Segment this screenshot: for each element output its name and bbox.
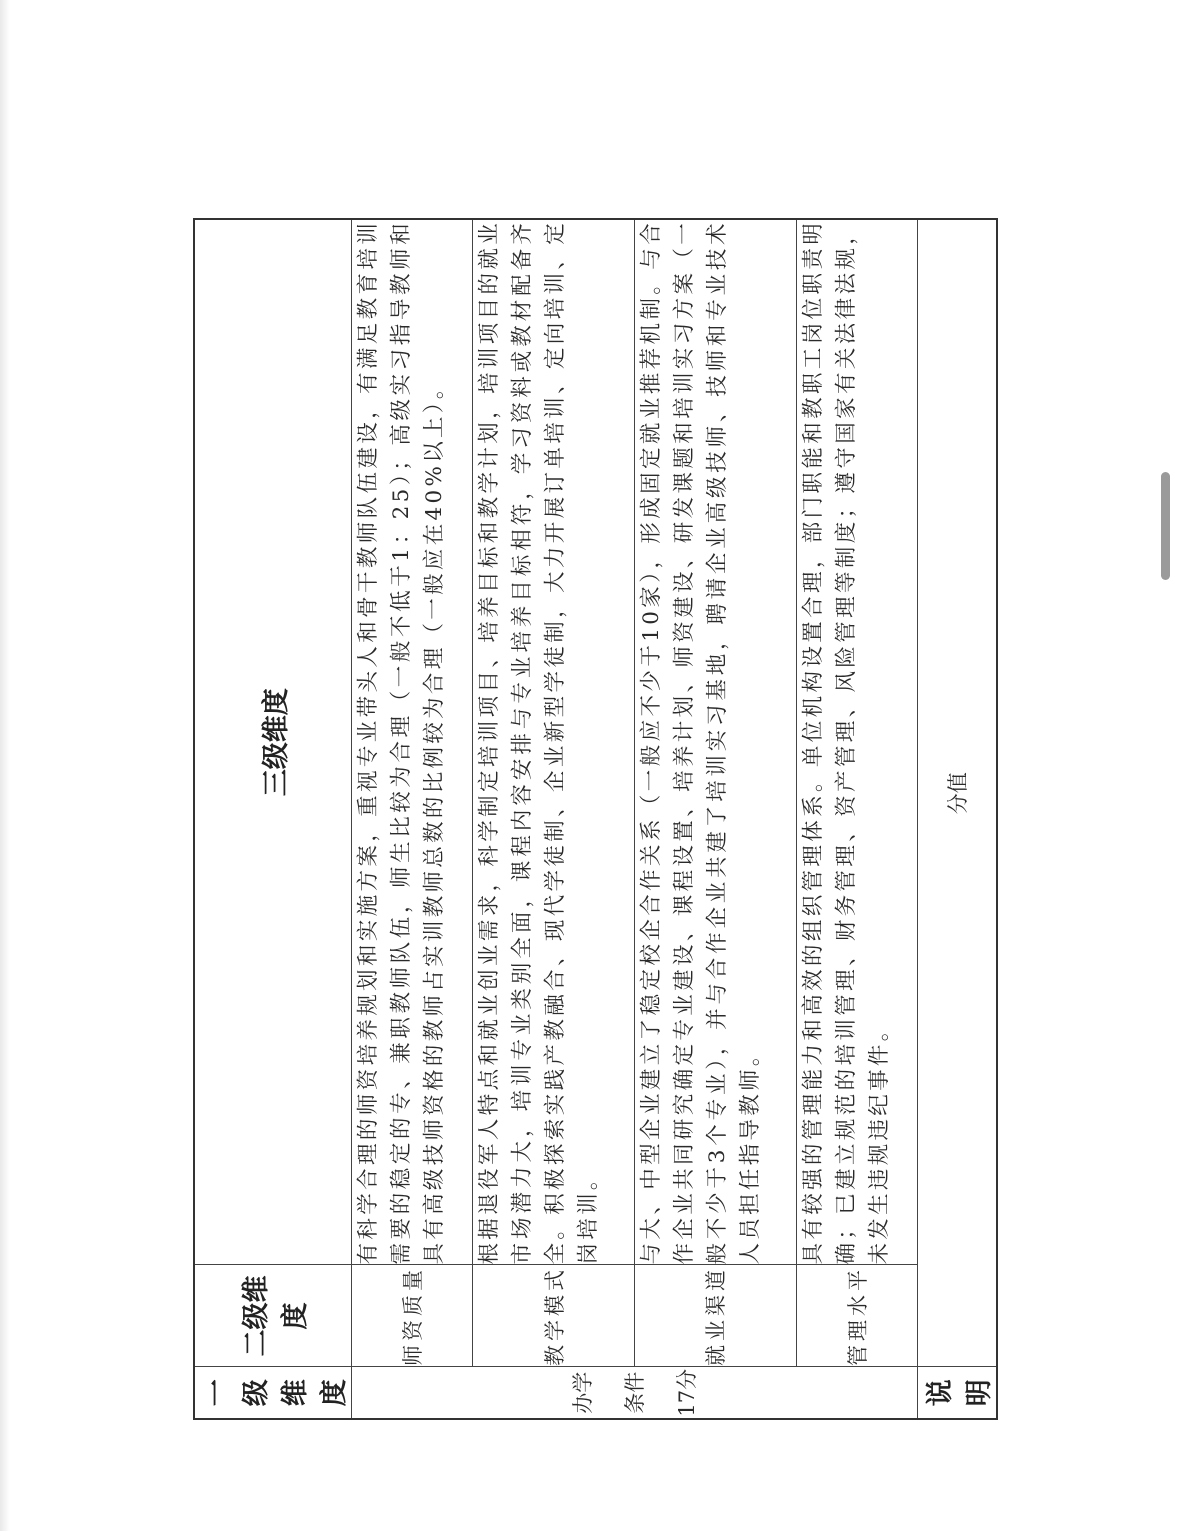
level3-cell: 就业渠道 xyxy=(634,1265,796,1367)
level3-cell: 师资质量 xyxy=(352,1265,473,1367)
evaluation-table xyxy=(193,218,998,1420)
level3-cell: 教学模式 xyxy=(473,1265,635,1367)
page-edge-shadow xyxy=(0,0,10,1531)
header-description: 说明 xyxy=(918,1367,998,1419)
table-row xyxy=(473,219,635,1419)
header-score: 分值 xyxy=(946,772,970,815)
level1-score: 17分 xyxy=(674,1368,699,1417)
description-cell: 根据退役军人特点和就业创业需求，科学制定培训项目、培养目标和教学计划，培训项目的就业市场潜力大，培训专业类别全面，课程内容安排与专业培养目标相符，学习资料或教材配备齐全。积极探索实践产教融合、现代学徒制、企业新型学徒制，大力开展订单培训、定向培训、定岗培训。 xyxy=(473,219,635,1265)
header-level2: 二级维度 xyxy=(194,1265,352,1367)
table-footer-row xyxy=(918,219,998,1419)
table-header-row xyxy=(194,219,352,1419)
header-level3: 三级维度 xyxy=(194,219,352,1265)
table-row xyxy=(634,219,796,1419)
level3-cell: 管理水平 xyxy=(796,1265,917,1367)
vertical-scrollbar-thumb[interactable] xyxy=(1161,472,1170,580)
score-strip xyxy=(918,219,998,1367)
level1-name: 办学条件 xyxy=(570,1371,647,1414)
description-cell: 具有较强的管理能力和高效的组织管理体系。单位机构设置合理，部门职能和教职工岗位职责明确；已建立规范的培训管理、财务管理、资产管理、风险管理等制度；遵守国家有关法律法规，未发生违规违纪事件。 xyxy=(796,219,917,1265)
header-level1: 一级维度 xyxy=(194,1367,352,1419)
rotated-scoring-table xyxy=(193,220,998,1420)
level1-cell xyxy=(352,1367,918,1419)
description-cell: 与大、中型企业建立了稳定校企合作关系（一般应不少于10家），形成固定就业推荐机制。与合作企业共同研究确定专业建设、课程设置、培养计划、师资建设、研发课题和培训实习方案（一般不少于3个专业），并与合作企业共建了培训实习基地，聘请企业高级技师、技师和专业技术人员担任指导教师。 xyxy=(634,219,796,1265)
description-cell: 有科学合理的师资培养规划和实施方案，重视专业带头人和骨干教师队伍建设，有满足教育培训需要的稳定的专、兼职教师队伍，师生比较为合理（一般不低于1：25）；高级实习指导教师和具有高级技师资格的教师占实训教师总数的比例较为合理（一般应在40%以上）。 xyxy=(352,219,473,1265)
table-row xyxy=(796,219,917,1419)
table-row xyxy=(352,219,473,1419)
